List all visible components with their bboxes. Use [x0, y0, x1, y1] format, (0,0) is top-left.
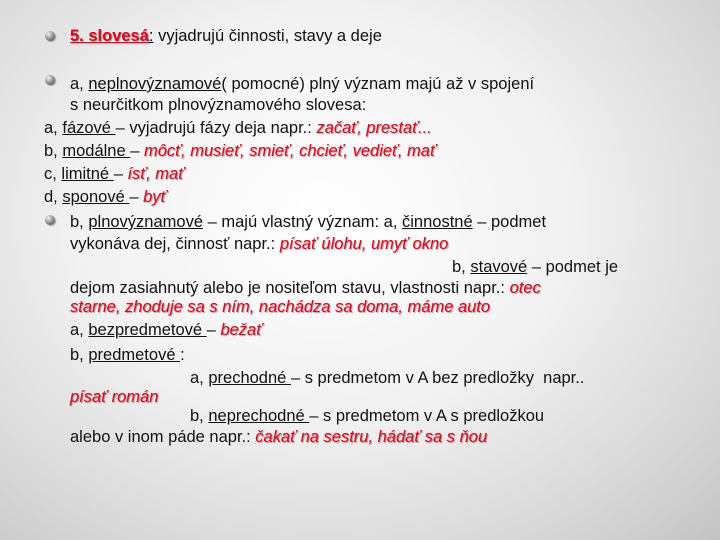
bullet-icon [45, 75, 55, 85]
bullet-icon [45, 31, 55, 41]
term-plnovyznamove: plnovýznamové [88, 213, 204, 231]
example-modalne: môcť, musieť, smieť, chcieť, vedieť, mať [144, 142, 436, 160]
bullet-icon [45, 215, 55, 225]
example-bezpredmetove: bežať [220, 321, 263, 339]
example-limitne: ísť, mať [127, 165, 185, 183]
heading-number: 5. [70, 27, 89, 45]
term-fazove: fázové [62, 119, 116, 137]
paragraph-b-line5 [70, 297, 490, 317]
heading-rest: vyjadrujú činnosti, stavy a deje [153, 27, 382, 45]
paragraph-b-line2: vykonáva dej, činnosť napr.: písať úlohu, umyť okno [70, 235, 449, 253]
example-prechodne: písať román [70, 388, 159, 406]
list-item-predmetove: b, predmetové : [70, 346, 185, 364]
term-bezpredmetove: bezpredmetové [88, 321, 207, 339]
list-item-sponove: d, sponové – byť [44, 188, 167, 206]
example-cinnostne: písať úlohu, umyť okno [279, 235, 449, 253]
term-prechodne: prechodné [208, 369, 291, 387]
paragraph-a-line2: s neurčitkom plnovýznamového slovesa: [70, 96, 367, 114]
term-neprechodne: neprechodné [208, 407, 310, 425]
paragraph-a-line1: a, neplnovýznamové( pomocné) plný význam majú až v spojení [70, 75, 535, 93]
term-stavove: stavové [470, 258, 528, 276]
example-stavove-2: starne, zhoduje sa s ním, nachádza sa doma, máme auto [70, 298, 491, 316]
example-prechodne-line [70, 387, 158, 407]
last-line: alebo v inom páde napr.: čakať na sestru, hádať sa s ňou [70, 428, 488, 446]
term-sponove: sponové [62, 188, 130, 206]
term-predmetove: predmetové [88, 346, 181, 364]
heading-line [70, 26, 382, 46]
example-stavove-1: otec [509, 279, 541, 297]
list-item-limitne: c, limitné – ísť, mať [44, 165, 185, 183]
term-neplnovyznamove: neplnovýznamové [88, 75, 222, 93]
paragraph-b-line4: dejom zasiahnutý alebo je nositeľom stavu, vlastnosti napr.: otec [70, 279, 541, 297]
heading-term: slovesá [88, 27, 149, 45]
term-limitne: limitné [61, 165, 114, 183]
list-item-modalne: b, modálne – môcť, musieť, smieť, chcieť, vedieť, mať [44, 142, 436, 160]
term-cinnostne: činnostné [402, 213, 473, 231]
list-item-prechodne: a, prechodné – s predmetom v A bez predložky napr.. [190, 369, 585, 387]
example-fazove: začať, prestať... [316, 119, 432, 137]
example-sponove: byť [143, 188, 167, 206]
list-item-fazove: a, fázové – vyjadrujú fázy deja napr.: začať, prestať... [44, 119, 432, 137]
list-item-bezpredmetove: a, bezpredmetové – bežať [70, 321, 263, 339]
term-modalne: modálne [62, 142, 131, 160]
paragraph-b-line1: b, plnovýznamové – majú vlastný význam: a, činnostné – podmet [70, 213, 547, 231]
paragraph-b-line3: b, stavové – podmet je [452, 258, 619, 276]
example-neprechodne: čakať na sestru, hádať sa s ňou [255, 428, 488, 446]
heading-colon: : [148, 27, 154, 45]
list-item-neprechodne: b, neprechodné – s predmetom v A s predložkou [190, 407, 545, 425]
